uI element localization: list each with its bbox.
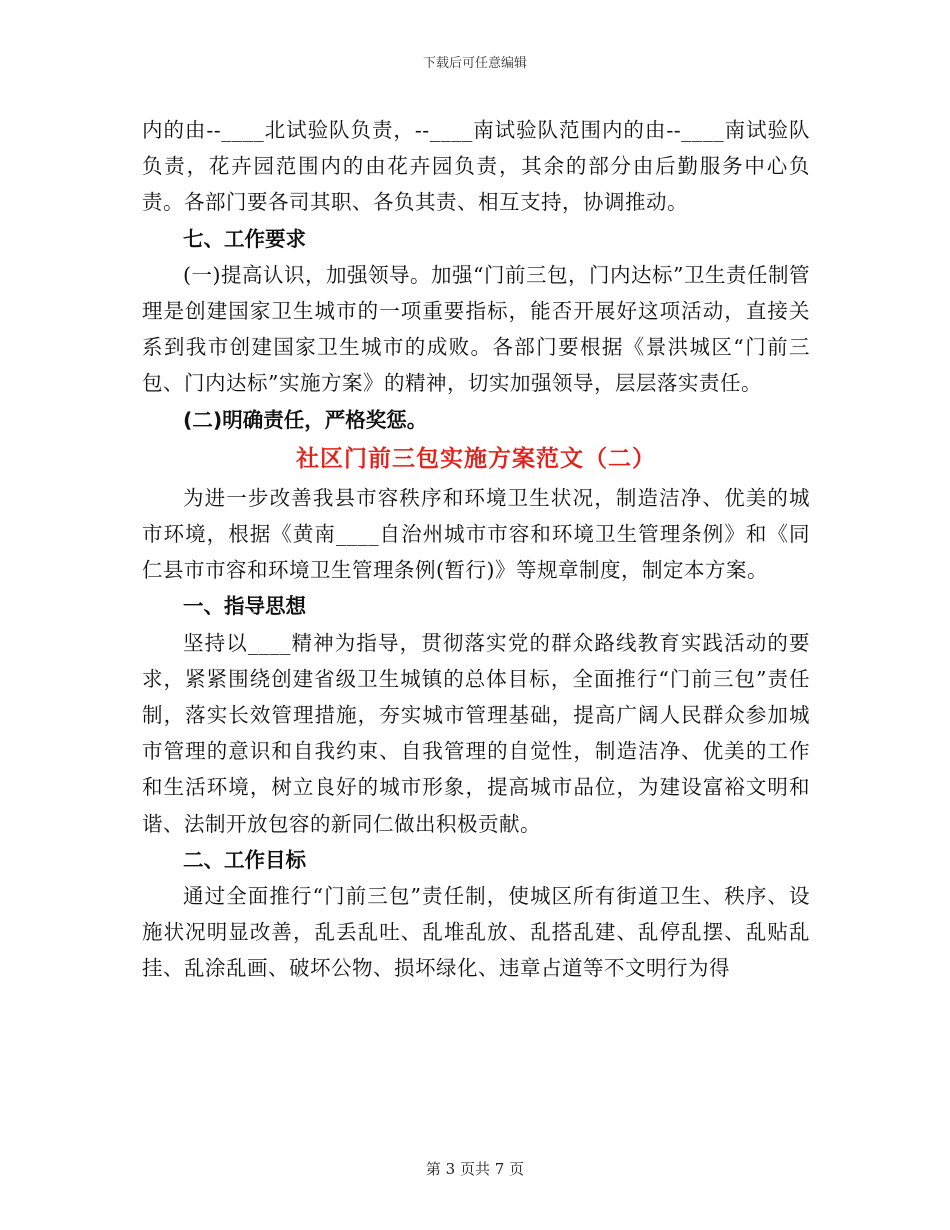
document-body [142,112,810,987]
paragraph-requirement-1: (一)提高认识，加强领导。加强“门前三包，门内达标”卫生责任制管理是创建国家卫生城市的一项重要指标，能否开展好这项活动，直接关系到我市创建国家卫生城市的成败。各部门要根据《景洪城区“门前三包、门内达标”实施方案》的精神，切实加强领导，层层落实责任。 [142,262,810,396]
paragraph-work-goals: 通过全面推行“门前三包”责任制，使城区所有街道卫生、秩序、设施状况明显改善，乱丢乱吐、乱堆乱放、乱搭乱建、乱停乱摆、乱贴乱挂、乱涂乱画、破坏公物、损坏绿化、违章占道等不文明行为得 [142,884,810,981]
heading-guiding-ideology: 一、指导思想 [183,594,306,619]
section-title: 社区门前三包实施方案范文（二） [296,445,656,472]
paragraph-intro: 为进一步改善我县市容秩序和环境卫生状况，制造洁净、优美的城市环境，根据《黄南____自治州城市市容和环境卫生管理条例》和《同仁县市市容和环境卫生管理条例(暂行)》等规章制度，制定本方案。 [142,485,810,583]
heading-work-requirements: 七、工作要求 [183,226,306,251]
paragraph-guiding-ideology: 坚持以____精神为指导，贯彻落实党的群众路线教育实践活动的要求，紧紧围绕创建省级卫生城镇的总体目标，全面推行“门前三包”责任制，落实长效管理措施，夯实城市管理基础，提高广阔人民群众参加城市管理的意识和自我约束、自我管理的自觉性，制造洁净、优美的工作和生活环境，树立良好的城市形象，提高城市品位，为建设富裕文明和谐、法制开放包容的新同仁做出积极贡献。 [142,630,810,836]
page-header: 下载后可任意编辑 [422,56,527,71]
paragraph-continued: 内的由--____北试验队负责，--____南试验队范围内的由--____南试验队负责，花卉园范围内的由花卉园负责，其余的部分由后勤服务中心负责。各部门要各司其职、各负其责、相互支持，协调推动。 [142,118,810,215]
heading-requirement-2: (二)明确责任，严格奖惩。 [183,407,428,432]
heading-work-goals: 二、工作目标 [183,847,306,872]
page-footer: 第 3 页共 7 页 [425,1160,525,1178]
